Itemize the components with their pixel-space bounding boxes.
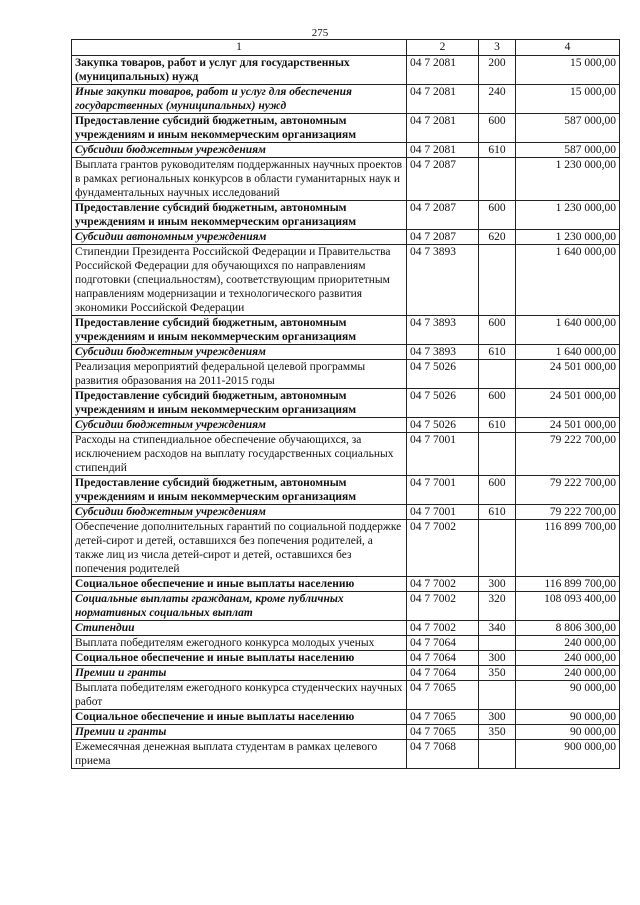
row-amount-cell: 90 000,00 [516, 681, 620, 710]
row-code-cell: 04 7 2087 [407, 158, 479, 201]
row-amount-cell: 79 222 700,00 [516, 433, 620, 476]
row-type-cell: 610 [479, 418, 516, 433]
row-amount-cell: 240 000,00 [516, 651, 620, 666]
row-name-cell: Реализация мероприятий федеральной целевой программы развития образования на 2011-2015 годы [72, 360, 407, 389]
row-name-cell: Субсидии бюджетным учреждениям [72, 143, 407, 158]
row-name-cell: Социальное обеспечение и иные выплаты населению [72, 710, 407, 725]
row-name-cell: Выплата победителям ежегодного конкурса молодых ученых [72, 636, 407, 651]
row-code-cell: 04 7 2081 [407, 56, 479, 85]
row-code-cell: 04 7 7064 [407, 636, 479, 651]
row-amount-cell: 24 501 000,00 [516, 418, 620, 433]
row-type-cell [479, 636, 516, 651]
row-type-cell [479, 520, 516, 577]
table-row [72, 636, 620, 651]
table-header-row [72, 40, 620, 56]
table-row [72, 681, 620, 710]
row-amount-cell: 1 230 000,00 [516, 201, 620, 230]
row-type-cell: 300 [479, 710, 516, 725]
row-name-cell: Стипендии [72, 621, 407, 636]
row-amount-cell: 900 000,00 [516, 740, 620, 769]
row-type-cell [479, 360, 516, 389]
row-type-cell [479, 245, 516, 316]
row-amount-cell: 240 000,00 [516, 636, 620, 651]
row-type-cell: 350 [479, 666, 516, 681]
row-amount-cell: 79 222 700,00 [516, 476, 620, 505]
column-header-4: 4 [516, 40, 620, 56]
row-type-cell: 600 [479, 316, 516, 345]
page-number: 275 [311, 27, 329, 39]
row-code-cell: 04 7 2087 [407, 201, 479, 230]
row-amount-cell: 240 000,00 [516, 666, 620, 681]
row-name-cell: Предоставление субсидий бюджетным, автономным учреждениям и иным некоммерческим организациям [72, 201, 407, 230]
row-amount-cell: 1 640 000,00 [516, 245, 620, 316]
table-row [72, 592, 620, 621]
row-code-cell: 04 7 3893 [407, 316, 479, 345]
table-row [72, 345, 620, 360]
row-name-cell: Предоставление субсидий бюджетным, автономным учреждениям и иным некоммерческим организациям [72, 476, 407, 505]
row-type-cell: 300 [479, 651, 516, 666]
table-row [72, 85, 620, 114]
row-type-cell: 350 [479, 725, 516, 740]
row-code-cell: 04 7 7065 [407, 710, 479, 725]
row-type-cell: 300 [479, 577, 516, 592]
row-name-cell: Стипендии Президента Российской Федерации и Правительства Российской Федерации для обучающихся по направлениям подготовки (специальностям), соответствующим приоритетным направлениям модернизации и технологического развития экономики Российской Федерации [72, 245, 407, 316]
row-name-cell: Предоставление субсидий бюджетным, автономным учреждениям и иным некоммерческим организациям [72, 389, 407, 418]
column-header-2: 2 [407, 40, 479, 56]
table-row [72, 621, 620, 636]
row-type-cell: 320 [479, 592, 516, 621]
row-code-cell: 04 7 2081 [407, 143, 479, 158]
table-row [72, 505, 620, 520]
row-type-cell: 600 [479, 476, 516, 505]
row-name-cell: Социальное обеспечение и иные выплаты населению [72, 577, 407, 592]
row-type-cell: 610 [479, 143, 516, 158]
row-amount-cell: 1 640 000,00 [516, 345, 620, 360]
row-name-cell: Субсидии бюджетным учреждениям [72, 505, 407, 520]
table-row [72, 433, 620, 476]
row-amount-cell: 8 806 300,00 [516, 621, 620, 636]
row-code-cell: 04 7 7068 [407, 740, 479, 769]
table-row [72, 245, 620, 316]
row-code-cell: 04 7 5026 [407, 389, 479, 418]
column-header-1: 1 [72, 40, 407, 56]
row-type-cell: 600 [479, 114, 516, 143]
row-amount-cell: 587 000,00 [516, 143, 620, 158]
table-row [72, 143, 620, 158]
table-row [72, 316, 620, 345]
row-amount-cell: 116 899 700,00 [516, 520, 620, 577]
row-amount-cell: 587 000,00 [516, 114, 620, 143]
row-code-cell: 04 7 7001 [407, 476, 479, 505]
row-name-cell: Социальные выплаты гражданам, кроме публичных нормативных социальных выплат [72, 592, 407, 621]
row-amount-cell: 90 000,00 [516, 710, 620, 725]
row-code-cell: 04 7 3893 [407, 345, 479, 360]
row-code-cell: 04 7 7001 [407, 505, 479, 520]
row-code-cell: 04 7 7002 [407, 520, 479, 577]
row-code-cell: 04 7 5026 [407, 418, 479, 433]
row-name-cell: Субсидии бюджетным учреждениям [72, 345, 407, 360]
row-name-cell: Иные закупки товаров, работ и услуг для обеспечения государственных (муниципальных) нужд [72, 85, 407, 114]
table-row [72, 476, 620, 505]
row-code-cell: 04 7 7002 [407, 592, 479, 621]
column-header-3: 3 [479, 40, 516, 56]
row-amount-cell: 1 640 000,00 [516, 316, 620, 345]
row-type-cell: 200 [479, 56, 516, 85]
row-code-cell: 04 7 2081 [407, 85, 479, 114]
row-type-cell: 600 [479, 389, 516, 418]
row-name-cell: Премии и гранты [72, 725, 407, 740]
table-row [72, 418, 620, 433]
row-code-cell: 04 7 2081 [407, 114, 479, 143]
row-name-cell: Расходы на стипендиальное обеспечение обучающихся, за исключением расходов на выплату государственных социальных стипендий [72, 433, 407, 476]
row-code-cell: 04 7 7064 [407, 651, 479, 666]
table-row [72, 201, 620, 230]
table-row [72, 577, 620, 592]
table-body [72, 56, 620, 769]
row-amount-cell: 24 501 000,00 [516, 389, 620, 418]
row-name-cell: Предоставление субсидий бюджетным, автономным учреждениям и иным некоммерческим организациям [72, 316, 407, 345]
row-type-cell [479, 740, 516, 769]
row-type-cell: 600 [479, 201, 516, 230]
row-amount-cell: 15 000,00 [516, 85, 620, 114]
table-row [72, 666, 620, 681]
row-type-cell: 340 [479, 621, 516, 636]
row-type-cell: 610 [479, 345, 516, 360]
budget-table [71, 39, 620, 769]
table-row [72, 651, 620, 666]
table-row [72, 360, 620, 389]
row-type-cell [479, 158, 516, 201]
row-code-cell: 04 7 7065 [407, 725, 479, 740]
table-row [72, 520, 620, 577]
row-amount-cell: 79 222 700,00 [516, 505, 620, 520]
row-code-cell: 04 7 7002 [407, 621, 479, 636]
row-amount-cell: 24 501 000,00 [516, 360, 620, 389]
row-name-cell: Субсидии автономным учреждениям [72, 230, 407, 245]
row-code-cell: 04 7 5026 [407, 360, 479, 389]
row-name-cell: Обеспечение дополнительных гарантий по социальной поддержке детей-сирот и детей, оставшихся без попечения родителей, а также лиц из числа детей-сирот и детей, оставшихся без попечения родителей [72, 520, 407, 577]
row-amount-cell: 116 899 700,00 [516, 577, 620, 592]
row-name-cell: Выплата победителям ежегодного конкурса студенческих научных работ [72, 681, 407, 710]
row-name-cell: Субсидии бюджетным учреждениям [72, 418, 407, 433]
row-type-cell: 610 [479, 505, 516, 520]
row-name-cell: Предоставление субсидий бюджетным, автономным учреждениям и иным некоммерческим организациям [72, 114, 407, 143]
row-code-cell: 04 7 7001 [407, 433, 479, 476]
table-row [72, 158, 620, 201]
table-row [72, 56, 620, 85]
row-type-cell: 240 [479, 85, 516, 114]
row-name-cell: Ежемесячная денежная выплата студентам в рамках целевого приема [72, 740, 407, 769]
row-code-cell: 04 7 3893 [407, 245, 479, 316]
row-code-cell: 04 7 7002 [407, 577, 479, 592]
row-type-cell [479, 681, 516, 710]
table-row [72, 725, 620, 740]
table-row [72, 230, 620, 245]
row-amount-cell: 1 230 000,00 [516, 158, 620, 201]
row-name-cell: Премии и гранты [72, 666, 407, 681]
table-row [72, 114, 620, 143]
row-amount-cell: 108 093 400,00 [516, 592, 620, 621]
row-amount-cell: 15 000,00 [516, 56, 620, 85]
row-code-cell: 04 7 7064 [407, 666, 479, 681]
row-type-cell: 620 [479, 230, 516, 245]
row-amount-cell: 90 000,00 [516, 725, 620, 740]
row-code-cell: 04 7 2087 [407, 230, 479, 245]
row-type-cell [479, 433, 516, 476]
row-name-cell: Выплата грантов руководителям поддержанных научных проектов в рамках региональных конкурсов в области гуманитарных наук и фундаментальных научных исследований [72, 158, 407, 201]
row-code-cell: 04 7 7065 [407, 681, 479, 710]
row-name-cell: Закупка товаров, работ и услуг для государственных (муниципальных) нужд [72, 56, 407, 85]
table-row [72, 710, 620, 725]
table-row [72, 389, 620, 418]
table-row [72, 740, 620, 769]
row-name-cell: Социальное обеспечение и иные выплаты населению [72, 651, 407, 666]
row-amount-cell: 1 230 000,00 [516, 230, 620, 245]
